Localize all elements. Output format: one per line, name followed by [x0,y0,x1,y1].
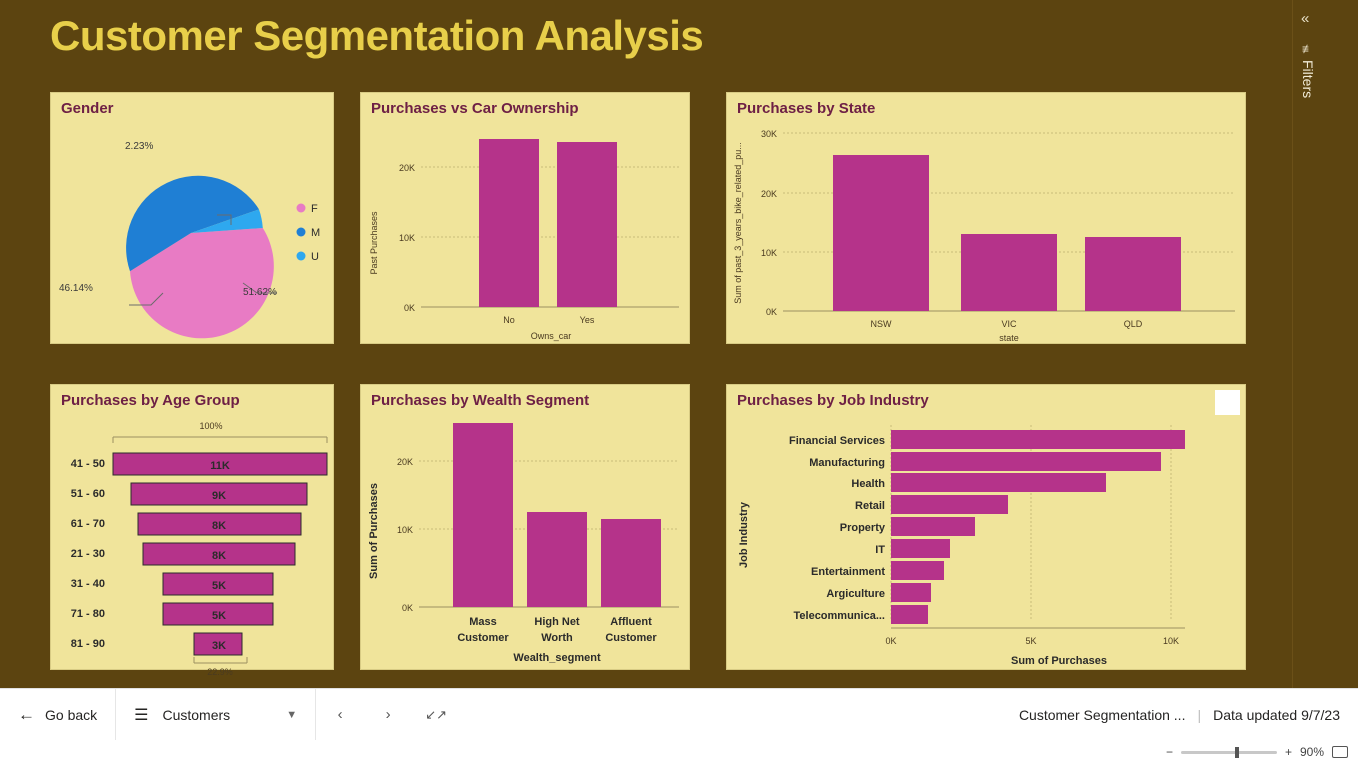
age-val-2: 8K [211,520,227,532]
page-selector[interactable] [116,689,316,741]
industry-cat-0: Financial Services [789,435,885,447]
page-nav [316,689,460,741]
industry-cat-7: Argiculture [826,588,885,600]
prev-page-button[interactable]: ‹ [337,706,343,723]
industry-bar-5[interactable] [891,539,950,558]
legend-label-u: U [311,251,319,263]
xtick-mass-2: Customer [457,632,509,644]
bar-chart-job-industry [727,385,1247,671]
ytick-20k: 20K [398,163,415,173]
age-val-6: 3K [211,640,227,652]
age-val-4: 5K [211,580,227,592]
ytick-0k: 0K [765,307,777,317]
bar-nsw[interactable] [833,155,929,311]
xtick-yes: Yes [579,315,595,325]
xtick-affluent-2: Customer [605,632,657,644]
visual-purchases-by-job-industry[interactable] [726,384,1246,670]
age-val-1: 9K [211,490,227,502]
age-cat-1: 51 - 60 [70,488,105,500]
y-axis-title-state: Sum of past_3_years_bike_related_pu... [733,142,743,304]
industry-cat-5: IT [875,544,885,556]
pie-label-u: 2.23% [125,141,154,152]
age-cat-2: 61 - 70 [70,518,105,530]
bar-yes[interactable] [557,142,617,307]
visual-title-age: Purchases by Age Group [61,392,240,409]
legend-swatch-f [297,204,306,213]
x-axis-title-industry: Sum of Purchases [1011,655,1107,667]
visual-title-industry: Purchases by Job Industry [737,392,929,409]
industry-bar-0[interactable] [891,430,1185,449]
xtick-no: No [503,315,515,325]
y-axis-title-industry: Job Industry [738,501,750,569]
x-axis-title-state: state [999,333,1019,343]
industry-bar-3[interactable] [891,495,1008,514]
bar-affluent-customer[interactable] [601,519,661,607]
visual-title-wealth: Purchases by Wealth Segment [371,392,590,409]
visual-title-car: Purchases vs Car Ownership [371,100,579,117]
report-info [1019,707,1358,723]
fit-to-page-icon[interactable] [1332,746,1348,758]
xtick-vic: VIC [1001,319,1017,329]
bar-chart-age-group [51,385,335,677]
visual-purchases-by-wealth-segment[interactable] [360,384,690,670]
xtick-affluent-1: Affluent [610,616,652,628]
ytick-10k: 10K [398,233,415,243]
y-axis-title-car: Past Purchases [369,211,379,275]
industry-cat-4: Property [839,522,885,534]
bottom-bar [0,688,1358,740]
zoom-in-button[interactable]: + [1284,745,1292,759]
age-cat-0: 41 - 50 [70,458,105,470]
pie-chart-gender [51,93,335,345]
zoom-slider[interactable] [1181,751,1277,754]
report-name-label: Customer Segmentation ... [1018,706,1186,723]
arrow-left-icon: ← [18,704,35,724]
xtick-qld: QLD [1123,319,1143,329]
industry-cat-2: Health [851,478,885,490]
visual-purchases-vs-car-ownership[interactable] [360,92,690,344]
filter-panel-icon[interactable]: ≢ [1302,42,1314,56]
industry-bar-6[interactable] [891,561,944,580]
industry-cat-6: Entertainment [811,566,885,578]
bar-no[interactable] [479,139,539,307]
visual-purchases-by-age-group[interactable] [50,384,334,677]
zoom-out-button[interactable]: − [1165,745,1173,759]
status-bar [0,740,1358,764]
visual-title-state: Purchases by State [737,100,876,117]
filters-pane[interactable] [1292,0,1325,688]
bar-high-net-worth[interactable] [527,512,587,607]
visual-purchases-by-state[interactable] [726,92,1246,344]
bar-vic[interactable] [961,234,1057,311]
go-back-button[interactable] [0,689,116,741]
bar-chart-wealth [361,385,691,671]
ytick-30k: 30K [760,129,777,139]
ytick-10k: 10K [396,525,413,535]
filters-label: Filters [1300,60,1316,99]
industry-bar-7[interactable] [891,583,931,602]
ytick-20k: 20K [396,457,413,467]
x-axis-title-car: Owns_car [530,331,572,341]
bar-chart-car-ownership [361,93,691,345]
pie-label-f: 51.62% [243,287,277,298]
age-val-5: 5K [211,610,227,622]
xtick-10k: 10K [1162,636,1180,646]
xtick-0k: 0K [885,636,897,646]
ytick-20k: 20K [760,189,777,199]
age-cat-6: 81 - 90 [70,638,105,650]
industry-bar-1[interactable] [891,452,1161,471]
page-title: Customer Segmentation Analysis [50,12,704,59]
xtick-nsw: NSW [870,319,892,329]
xtick-5k: 5K [1025,636,1037,646]
ytick-0k: 0K [403,303,415,313]
legend-label-m: M [311,227,321,239]
xtick-hnw-1: High Net [534,616,580,628]
age-val-3: 8K [211,550,227,562]
legend-label-f: F [311,203,318,215]
industry-bar-2[interactable] [891,473,1106,492]
industry-cat-3: Retail [855,500,885,512]
go-back-label: Go back [45,706,98,723]
x-axis-title-wealth: Wealth_segment [513,652,601,664]
page-name-label: Customers [162,706,231,723]
age-cat-5: 71 - 80 [70,608,105,620]
age-cat-3: 21 - 30 [70,548,105,560]
industry-bar-4[interactable] [891,517,975,536]
legend-swatch-u [297,252,306,261]
zoom-slider-thumb[interactable] [1235,747,1239,758]
data-updated-label: Data updated 9/7/23 [1213,706,1340,723]
xtick-mass-1: Mass [469,616,497,628]
collapse-button[interactable]: ↙↗ [425,706,448,722]
legend-swatch-m [297,228,306,237]
ytick-0k: 0K [401,603,413,613]
industry-bar-8[interactable] [891,605,928,624]
bar-mass-customer[interactable] [453,423,513,607]
age-val-0: 11K [210,460,230,472]
age-cat-4: 31 - 40 [70,578,105,590]
age-top-label: 100% [199,421,223,431]
info-separator: | [1197,706,1202,723]
age-bottom-label: 22.9% [207,667,233,677]
y-axis-title-wealth: Sum of Purchases [368,483,380,579]
hamburger-icon: ☰ [134,706,149,724]
next-page-button[interactable]: › [385,706,391,723]
bar-chart-state [727,93,1247,345]
industry-cat-8: Telecommunica... [793,610,885,622]
visual-gender[interactable] [50,92,334,344]
chevron-down-icon[interactable]: ▼ [286,708,298,721]
industry-cat-1: Manufacturing [809,457,885,469]
bar-qld[interactable] [1085,237,1181,311]
pie-label-m: 46.14% [59,283,93,294]
chevron-double-left-icon[interactable]: « [1301,10,1310,27]
zoom-level-label: 90% [1299,745,1324,759]
xtick-hnw-2: Worth [541,632,573,644]
ytick-10k: 10K [760,248,777,258]
visual-title-gender: Gender [61,100,114,117]
